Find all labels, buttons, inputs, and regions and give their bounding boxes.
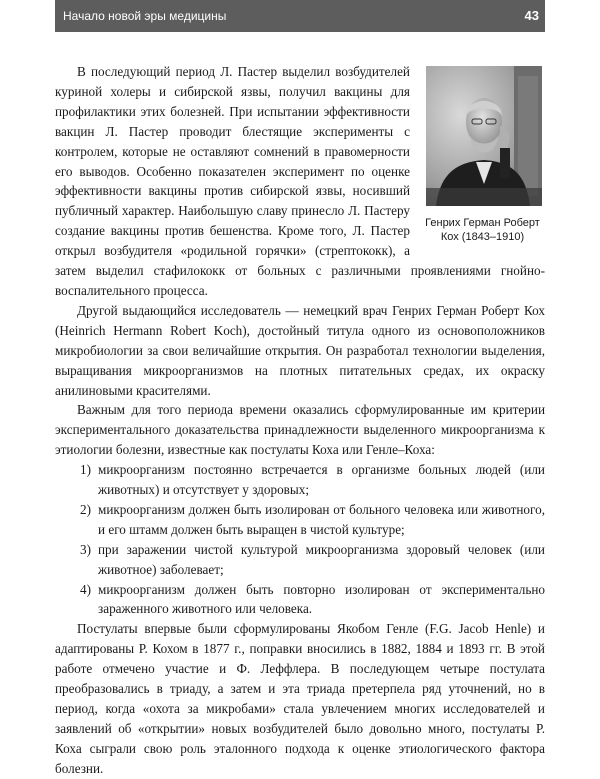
koch-portrait-photo <box>426 66 542 206</box>
caption-line-1: Генрих Герман Роберт <box>425 217 540 229</box>
paragraph-koch-intro: Другой выдающийся исследователь — немецкий врач Генрих Герман Роберт Кох (Heinrich Hermann Robert Koch), достойный титула одного из основоположников микробиологии за свои величайшие открытия. Он разработал технологии выделения, выращивания микроорганизмов на плотных питательных средах, их окраску анилиновыми красителями. <box>55 302 545 398</box>
list-item-number: 4) <box>80 581 91 597</box>
list-item-number: 2) <box>80 501 91 517</box>
paragraph-postulates-intro: Важным для того периода времени оказались сформулированные им критерии экспериментального доказательства принадлежности выделенного микроорганизма к этиологии болезни, известные как постулаты Коха или Генле–Коха: <box>55 402 545 458</box>
running-header <box>55 0 545 32</box>
list-item-text: при заражении чистой культурой микроорганизма здоровый человек (или животное) заболевает; <box>98 541 545 577</box>
caption-line-2: Кох (1843–1910) <box>440 231 525 243</box>
portrait-figure <box>420 62 545 244</box>
section-title: Начало новой эры медицины <box>63 9 227 23</box>
page-number: 43 <box>524 8 539 23</box>
list-item-text: микроорганизм постоянно встречается в организме больных людей (или животных) и отсутствует у здоровых; <box>98 462 545 498</box>
paragraph-henle: Постулаты впервые были сформулированы Якобом Генле (F.G. Jacob Henle) и адаптированы Р. Кохом в 1877 г., поправки вносились в 1882, 1884 и 1893 гг. В этой работе отмечено участие и Ф. Леффлера. В последующем четыре постулата преобразовались в триаду, а затем и эта триада претерпела ряд уточнений, но в период, когда «охота за микробами» стала увлечением многих исследователей и заявлений об «открытии» новых возбудителей было довольно много, постулаты Р. Коха сыграли свою роль эталонного подхода к оценке этиологического фактора болезни. <box>55 621 545 776</box>
list-item-text: микроорганизм должен быть повторно изолирован от экспериментально зараженного животного или человека. <box>98 581 545 617</box>
list-item-text: микроорганизм должен быть изолирован от больного человека или животного, и его штамм должен быть выращен в чистой культуре; <box>98 501 545 537</box>
list-item-number: 1) <box>80 462 91 478</box>
figure-caption <box>420 216 545 244</box>
list-item <box>55 580 545 620</box>
list-item <box>55 540 545 580</box>
paragraph-pasteur: В последующий период Л. Пастер выделил возбудителей куриной холеры и сибирской язвы, получил вакцины для профилактики этих болезней. При испытании эффективности вакцин Л. Пастер проводит блестящие эксперименты с контролем, которые не оставляют сомнений в правомерности его выводов. Особенно показателен эксперимент по оценке эффективности вакцины против сибирской язвы, носивший публичный характер. Наибольшую славу принесло Л. Пастеру создание вакцины против бешенства. Кроме того, Л. Пастер открыл возбудителя «родильной горячки» (стрептококк), а затем выделил стафилококк от больных с различными проявлениями гнойно-воспалительного процесса. <box>55 64 545 298</box>
list-item <box>55 460 545 500</box>
list-item <box>55 500 545 540</box>
body-text <box>55 62 545 779</box>
postulates-list <box>55 460 545 619</box>
list-item-number: 3) <box>80 541 91 557</box>
